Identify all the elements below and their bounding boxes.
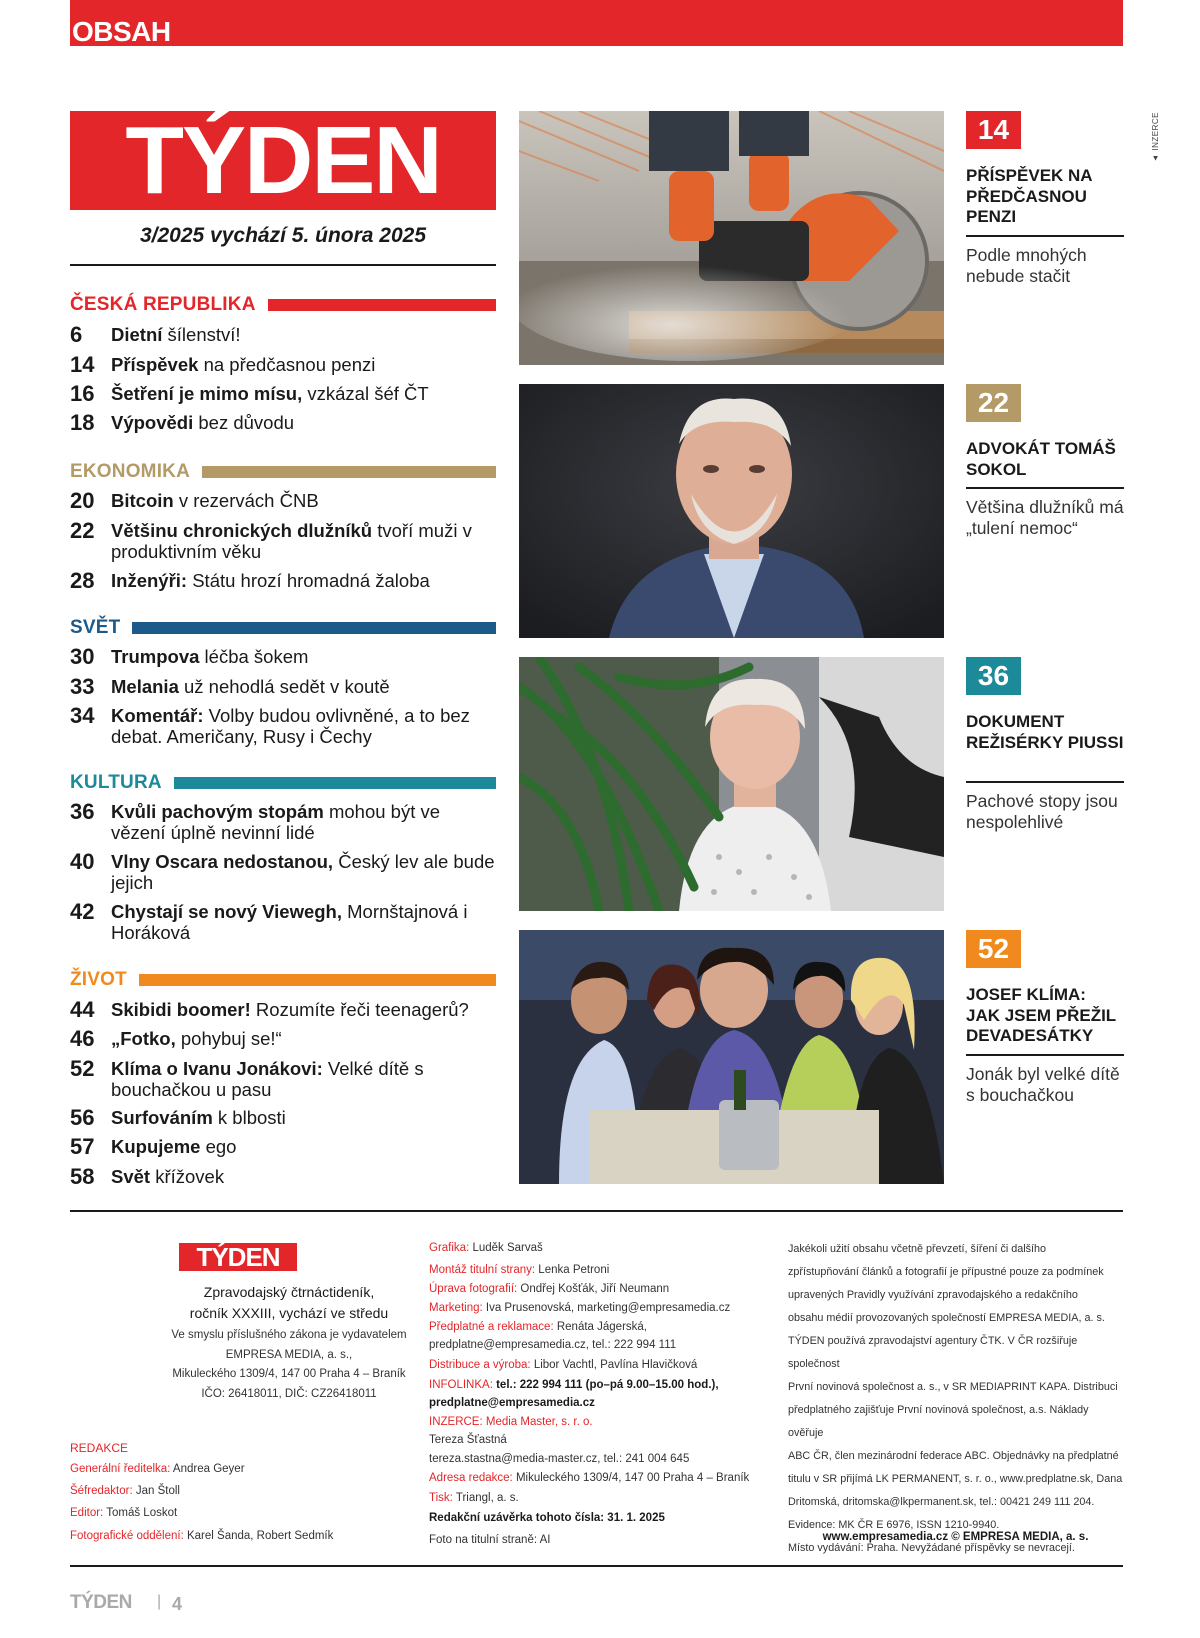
toc-page-number: 56: [70, 1105, 95, 1130]
imprint-credit-line: Marketing: Iva Prusenovská, marketing@empresamedia.cz: [429, 1302, 731, 1314]
toc-item[interactable]: [70, 901, 496, 943]
feature-divider: [966, 487, 1124, 489]
toc-item[interactable]: [70, 490, 496, 511]
toc-page-number: 57: [70, 1134, 95, 1159]
toc-title-rest: pohybuj se!“: [175, 1028, 282, 1049]
toc-page-number: 44: [70, 997, 95, 1022]
feature-title[interactable]: JOSEF KLÍMA: JAK JSEM PŘEŽIL DEVADESÁTKY: [966, 985, 1116, 1045]
section-label: OBSAH: [72, 16, 171, 47]
toc-item[interactable]: [70, 520, 496, 562]
feature-subtitle: Podle mnohých nebude stačit: [966, 245, 1087, 286]
category-heading: [70, 294, 496, 316]
toc-item[interactable]: [70, 324, 496, 345]
toc-item[interactable]: [70, 383, 496, 404]
category-heading: [70, 969, 496, 991]
feature-photo-piussi[interactable]: [519, 657, 944, 911]
toc-item[interactable]: [70, 705, 496, 747]
toc-item[interactable]: [70, 354, 496, 375]
toc-page-number: 42: [70, 899, 95, 924]
feature-divider: [966, 235, 1124, 237]
toc-page-number: 16: [70, 381, 95, 406]
footer-divider: [70, 1565, 1123, 1567]
toc-title-rest: Státu hrozí hromadná žaloba: [187, 570, 430, 591]
toc-item[interactable]: [70, 801, 496, 843]
category-heading: [70, 617, 496, 639]
toc-title-bold: Šetření je mimo mísu,: [111, 383, 303, 404]
imprint-credit-line: INFOLINKA: tel.: 222 994 111 (po–pá 9.00–15.00 hod.),: [429, 1379, 719, 1391]
toc-page-number: 30: [70, 644, 95, 669]
footer-logo: TÝDEN: [70, 1592, 132, 1613]
imprint-credit-line: Foto na titulní straně: AI: [429, 1534, 551, 1546]
redakce-line: Generální ředitelka: Andrea Geyer: [70, 1463, 245, 1475]
feature-photo-klima[interactable]: [519, 930, 944, 1184]
toc-item[interactable]: [70, 1166, 496, 1187]
toc-title-bold: Výpovědi: [111, 412, 194, 433]
toc-item[interactable]: [70, 570, 496, 591]
redakce-line: Editor: Tomáš Loskot: [70, 1507, 178, 1519]
feature-page-badge: 22: [966, 384, 1021, 422]
toc-title-bold: Komentář:: [111, 705, 204, 726]
category-name: EKONOMIKA: [70, 461, 191, 482]
legal-line: zpřístupňování článků a fotografií je přípustné pouze za podmínek: [788, 1266, 1104, 1278]
imprint-credit-line: Předplatné a reklamace: Renáta Jágerská,: [429, 1321, 647, 1333]
toc-title-bold: Svět: [111, 1166, 151, 1187]
toc-title-bold: Klíma o Ivanu Jonákovi:: [111, 1058, 323, 1079]
imprint-publisher: [100, 1326, 478, 1404]
toc-page-number: 58: [70, 1164, 95, 1189]
category-name: KULTURA: [70, 772, 162, 793]
toc-page-number: 40: [70, 849, 95, 874]
imprint-website[interactable]: www.empresamedia.cz © EMPRESA MEDIA, a. s.: [822, 1531, 1089, 1543]
toc-title-rest: Velké dítě s bouchačkou u pasu: [111, 1058, 424, 1100]
feature-title[interactable]: PŘÍSPĚVEK NA PŘEDČASNOU PENZI: [966, 166, 1092, 226]
feature-photo-saw[interactable]: [519, 111, 944, 365]
legal-line: titulu v SR přijímá LK PERMANENT, s. r. o., www.predplatne.sk, Dana: [788, 1473, 1123, 1485]
feature-title[interactable]: ADVOKÁT TOMÁŠ SOKOL: [966, 439, 1116, 479]
legal-line: TÝDEN používá zpravodajství agentury ČTK. V ČR rozšiřuje společnost: [788, 1335, 1078, 1370]
feature-subtitle: Většina dlužníků má „tulení nemoc“: [966, 497, 1124, 538]
imprint-credit-line: predplatne@empresamedia.cz: [429, 1397, 595, 1409]
toc-title-rest: tvoří muži v produktivním věku: [111, 520, 472, 562]
toc-title-bold: Inženýři:: [111, 570, 188, 591]
toc-page-number: 28: [70, 568, 95, 593]
legal-line: upravených Pravidly využívání zpravodajského a redakčního: [788, 1289, 1078, 1301]
legal-line: Evidence: MK ČR E 6976, ISSN 1210-9940.: [788, 1519, 1000, 1531]
redakce-line: Fotografické oddělení: Karel Šanda, Robert Sedmík: [70, 1530, 334, 1542]
toc-page-number: 20: [70, 488, 95, 513]
imprint-credit-line: predplatne@empresamedia.cz, tel.: 222 994 111: [429, 1339, 677, 1351]
toc-title-bold: Kvůli pachovým stopám: [111, 801, 324, 822]
feature-title[interactable]: DOKUMENT REŽISÉRKY PIUSSI: [966, 712, 1124, 752]
toc-title-rest: Volby budou ovlivněné, a to bez debat. Američany, Rusy i Čechy: [111, 705, 470, 747]
toc-page-number: 36: [70, 799, 95, 824]
imprint-credit-line: Adresa redakce: Mikuleckého 1309/4, 147 00 Praha 4 – Braník: [429, 1472, 750, 1484]
imprint-credit-line: Redakční uzávěrka tohoto čísla: 31. 1. 2025: [429, 1512, 665, 1524]
toc-title-bold: Surfováním: [111, 1107, 213, 1128]
category-name: SVĚT: [70, 617, 121, 638]
toc-item[interactable]: [70, 1136, 496, 1157]
toc-title-bold: Většinu chronických dlužníků: [111, 520, 373, 541]
toc-title-rest: na předčasnou penzi: [198, 354, 376, 375]
toc-title-bold: Vlny Oscara nedostanou,: [111, 851, 334, 872]
publisher-line: Ve smyslu příslušného zákona je vydavatelem: [171, 1329, 407, 1341]
toc-item[interactable]: [70, 676, 496, 697]
toc-title-rest: Rozumíte řeči teenagerů?: [250, 999, 469, 1020]
redakce-line: Šéfredaktor: Jan Štoll: [70, 1485, 180, 1497]
feature-divider: [966, 1054, 1124, 1056]
toc-item[interactable]: [70, 999, 496, 1020]
page-number: 4: [172, 1594, 183, 1614]
toc-title-rest: bez důvodu: [193, 412, 295, 433]
toc-title-bold: „Fotko,: [111, 1028, 176, 1049]
toc-page-number: 18: [70, 410, 95, 435]
toc-item[interactable]: [70, 1107, 496, 1128]
feature-page-badge: 36: [966, 657, 1021, 695]
inzerce-label: ▲ INZERCE: [1151, 112, 1160, 163]
feature-divider: [966, 781, 1124, 783]
toc-item[interactable]: [70, 1058, 496, 1100]
toc-title-bold: Dietní: [111, 324, 163, 345]
toc-title-rest: Mornštajnová i Horáková: [111, 901, 468, 943]
category-name: ŽIVOT: [70, 969, 127, 990]
toc-title-rest: ego: [200, 1136, 237, 1157]
issue-line: 3/2025 vychází 5. února 2025: [139, 224, 426, 247]
imprint-credit-line: Grafika: Luděk Sarvaš: [429, 1242, 543, 1254]
category-name: ČESKÁ REPUBLIKA: [70, 294, 256, 315]
publisher-line: Mikuleckého 1309/4, 147 00 Praha 4 – Braník: [172, 1368, 406, 1380]
footer-separator: |: [157, 1593, 162, 1610]
toc-title-rest: k blbosti: [212, 1107, 286, 1128]
toc-page-number: 33: [70, 674, 95, 699]
feature-subtitle: Jonák byl velké dítě s bouchačkou: [966, 1064, 1120, 1105]
toc-item[interactable]: [70, 1028, 496, 1049]
toc-item[interactable]: [70, 646, 496, 667]
toc-title-bold: Chystají se nový Viewegh,: [111, 901, 342, 922]
legal-line: Jakékoli užití obsahu včetně převzetí, šíření či dalšího: [788, 1243, 1047, 1255]
imprint-credit-line: Distribuce a výroba: Libor Vachtl, Pavlína Hlavičková: [429, 1359, 698, 1371]
imprint-credit-line: Montáž titulní strany: Lenka Petroni: [429, 1264, 610, 1276]
toc-title-rest: už nehodlá sedět v koutě: [178, 676, 390, 697]
toc-title-rest: vzkázal šéf ČT: [302, 383, 429, 404]
toc-item[interactable]: [70, 412, 496, 433]
top-red-bar: [70, 0, 1123, 46]
toc-page-number: 14: [70, 352, 95, 377]
category-bar: [132, 622, 496, 634]
toc-title-bold: Příspěvek: [111, 354, 199, 375]
category-bar: [139, 974, 496, 986]
toc-title-rest: Český lev ale bude jejich: [111, 851, 495, 893]
legal-line: předplatného zajišťuje První novinová společnost, a.s. Náklady ověřuje: [788, 1404, 1089, 1439]
imprint-credit-line: Tisk: Triangl, a. s.: [429, 1492, 519, 1504]
imprint-logo: [179, 1243, 297, 1271]
category-bar: [268, 299, 496, 311]
toc-title-rest: léčba šokem: [199, 646, 309, 667]
legal-line: Dritomská, dritomska@lkpermanent.sk, tel.: 00421 249 111 204.: [788, 1496, 1095, 1508]
toc-title-bold: Bitcoin: [111, 490, 174, 511]
imprint-desc-line: ročník XXXIII, vychází ve středu: [189, 1305, 389, 1321]
category-heading: [70, 461, 496, 483]
feature-page-badge: 14: [966, 111, 1021, 149]
legal-line: ABC ČR, člen mezinárodní federace ABC. Objednávky na předplatné: [788, 1450, 1119, 1462]
feature-page-badge: 52: [966, 930, 1021, 968]
toc-page-number: 52: [70, 1056, 95, 1081]
magazine-logo: [70, 106, 496, 214]
imprint-desc-line: Zpravodajský čtrnáctideník,: [203, 1284, 375, 1300]
imprint-legal: [788, 1238, 1123, 1560]
toc-title-bold: Trumpova: [111, 646, 200, 667]
imprint-credit-line: Úprava fotografií: Ondřej Košťák, Jiří Neumann: [429, 1283, 670, 1295]
divider: [70, 264, 496, 266]
toc-page-number: 46: [70, 1026, 95, 1051]
imprint-divider: [70, 1210, 1123, 1212]
feature-subtitle: Pachové stopy jsou nespolehlivé: [966, 791, 1118, 832]
imprint-logo-text: TÝDEN: [196, 1242, 280, 1272]
category-bar: [174, 777, 496, 789]
toc-page-number: 22: [70, 518, 95, 543]
toc-page-number: 6: [70, 322, 83, 347]
imprint-credit-line: Tereza Šťastná: [429, 1434, 507, 1446]
category-heading: [70, 772, 496, 794]
publisher-line: EMPRESA MEDIA, a. s.,: [225, 1348, 353, 1361]
toc-title-rest: křížovek: [150, 1166, 225, 1187]
imprint-credit-line: tereza.stastna@media-master.cz, tel.: 241 004 645: [429, 1453, 690, 1465]
legal-line: obsahu médií provozovaných společností EMPRESA MEDIA, a. s.: [788, 1312, 1105, 1324]
feature-photo-sokol[interactable]: [519, 384, 944, 638]
toc-title-rest: šílenství!: [162, 324, 241, 345]
imprint-description: [100, 1282, 478, 1324]
redakce-heading: REDAKCE: [70, 1441, 129, 1455]
toc-title-bold: Melania: [111, 676, 179, 697]
magazine-logo-text: TÝDEN: [125, 106, 441, 214]
toc-title-bold: Skibidi boomer!: [111, 999, 251, 1020]
category-bar: [202, 466, 496, 478]
legal-line: První novinová společnost a. s., v SR MEDIAPRINT KAPA. Distribuci: [788, 1381, 1118, 1393]
toc-title-rest: v rezervách ČNB: [173, 490, 319, 511]
toc-title-bold: Kupujeme: [111, 1136, 201, 1157]
publisher-line: IČO: 26418011, DIČ: CZ26418011: [201, 1387, 377, 1400]
toc-page-number: 34: [70, 703, 95, 728]
toc-item[interactable]: [70, 851, 496, 893]
toc-title-rest: mohou být ve vězení úplně nevinní lidé: [111, 801, 441, 843]
imprint-credit-line: INZERCE: Media Master, s. r. o.: [429, 1416, 593, 1428]
legal-line: Místo vydávání: Praha. Nevyžádané příspěvky se nevracejí.: [788, 1542, 1075, 1554]
